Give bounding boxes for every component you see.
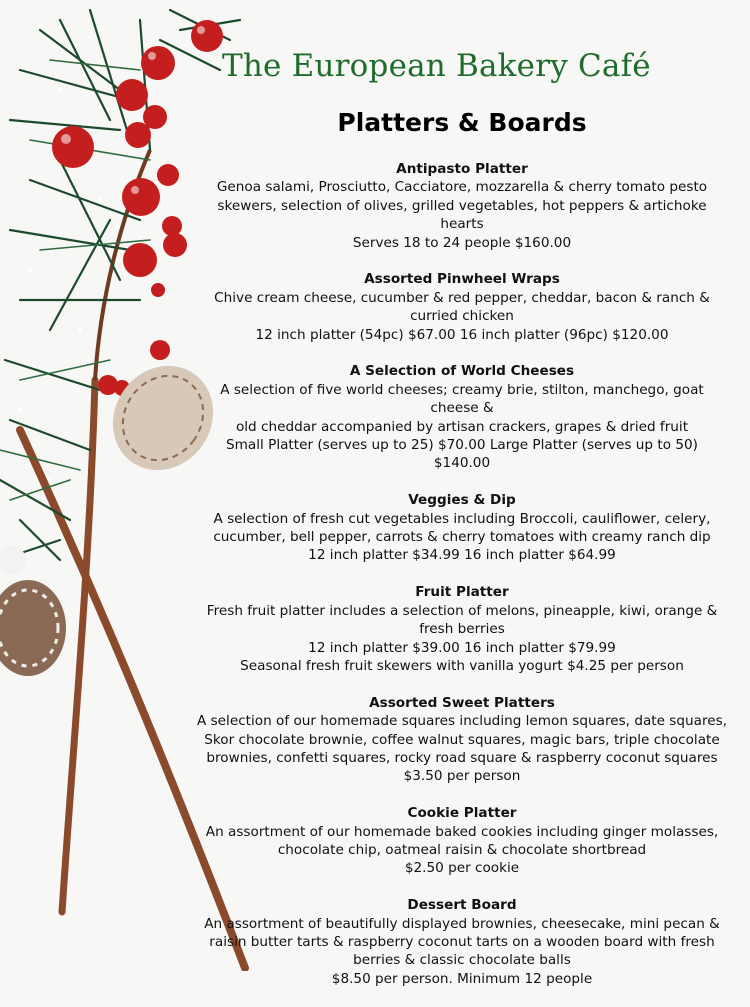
section-line: 12 inch platter $34.99 16 inch platter $64.99 — [308, 547, 616, 564]
menu-section — [196, 362, 728, 472]
section-line: $3.50 per person — [403, 768, 521, 785]
section-line: Genoa salami, Prosciutto, Cacciatore, mozzarella & cherry tomato pesto — [216, 179, 708, 196]
menu-list — [196, 160, 728, 1007]
section-line: A selection of fresh cut vegetables including Broccoli, cauliflower, celery, — [213, 510, 711, 527]
section-line: 12 inch platter $39.00 16 inch platter $79.99 — [308, 639, 616, 656]
brand-logo: The European Bakery Café — [222, 48, 651, 84]
section-name: Antipasto Platter — [396, 161, 528, 177]
section-line: Skor chocolate brownie, coffee walnut squares, magic bars, triple chocolate — [204, 731, 720, 748]
section-name: Assorted Sweet Platters — [369, 694, 555, 711]
section-name: Cookie Platter — [407, 805, 517, 822]
section-line: Fresh fruit platter includes a selection of melons, pineapple, kiwi, orange & — [206, 602, 718, 619]
menu-section — [196, 896, 728, 988]
section-line: An assortment of our homemade baked cookies including ginger molasses, — [205, 823, 719, 840]
menu-section — [196, 491, 728, 565]
section-line: Seasonal fresh fruit skewers with vanilla yogurt $4.25 per person — [240, 657, 684, 674]
menu-section — [196, 160, 728, 252]
section-line: $8.50 per person. Minimum 12 people — [331, 970, 593, 987]
section-line: raisin butter tarts & raspberry coconut tarts on a wooden board with fresh — [209, 933, 715, 950]
section-name: Fruit Platter — [415, 584, 509, 601]
menu-section — [196, 804, 728, 878]
section-line: cucumber, bell pepper, carrots & cherry tomatoes with creamy ranch dip — [213, 529, 711, 546]
section-name: Dessert Board — [407, 897, 517, 914]
section-line: berries & classic chocolate balls — [353, 952, 571, 969]
menu-section — [196, 694, 728, 786]
section-line: skewers, selection of olives, grilled vegetables, hot peppers & artichoke hearts — [217, 197, 707, 233]
section-line: Chive cream cheese, cucumber & red pepper, cheddar, bacon & ranch & — [214, 289, 710, 306]
menu-section — [196, 270, 728, 344]
section-line: old cheddar accompanied by artisan crackers, grapes & dried fruit — [235, 418, 689, 435]
section-line: Serves 18 to 24 people $160.00 — [352, 234, 572, 251]
section-line: $2.50 per cookie — [404, 860, 520, 877]
section-name: Veggies & Dip — [408, 492, 516, 509]
section-line: chocolate chip, oatmeal raisin & chocolate shortbread — [277, 841, 647, 858]
section-name: Assorted Pinwheel Wraps — [364, 271, 560, 288]
section-line: 12 inch platter (54pc) $67.00 16 inch platter (96pc) $120.00 — [255, 326, 669, 343]
menu-section — [196, 583, 728, 675]
section-line: fresh berries — [419, 621, 505, 638]
section-line: brownies, confetti squares, rocky road square & raspberry coconut squares — [206, 749, 718, 766]
section-line: An assortment of beautifully displayed brownies, cheesecake, mini pecan & — [204, 915, 720, 932]
section-name: A Selection of World Cheeses — [349, 363, 575, 380]
section-line: Small Platter (serves up to 25) $70.00 Large Platter (serves up to 50) $140.00 — [226, 437, 698, 472]
section-line: A selection of our homemade squares including lemon squares, date squares, — [196, 713, 728, 730]
page-title: Platters & Boards — [337, 108, 587, 137]
section-line: curried chicken — [410, 308, 514, 325]
section-line: A selection of five world cheeses; creamy brie, stilton, manchego, goat cheese & — [220, 381, 704, 417]
